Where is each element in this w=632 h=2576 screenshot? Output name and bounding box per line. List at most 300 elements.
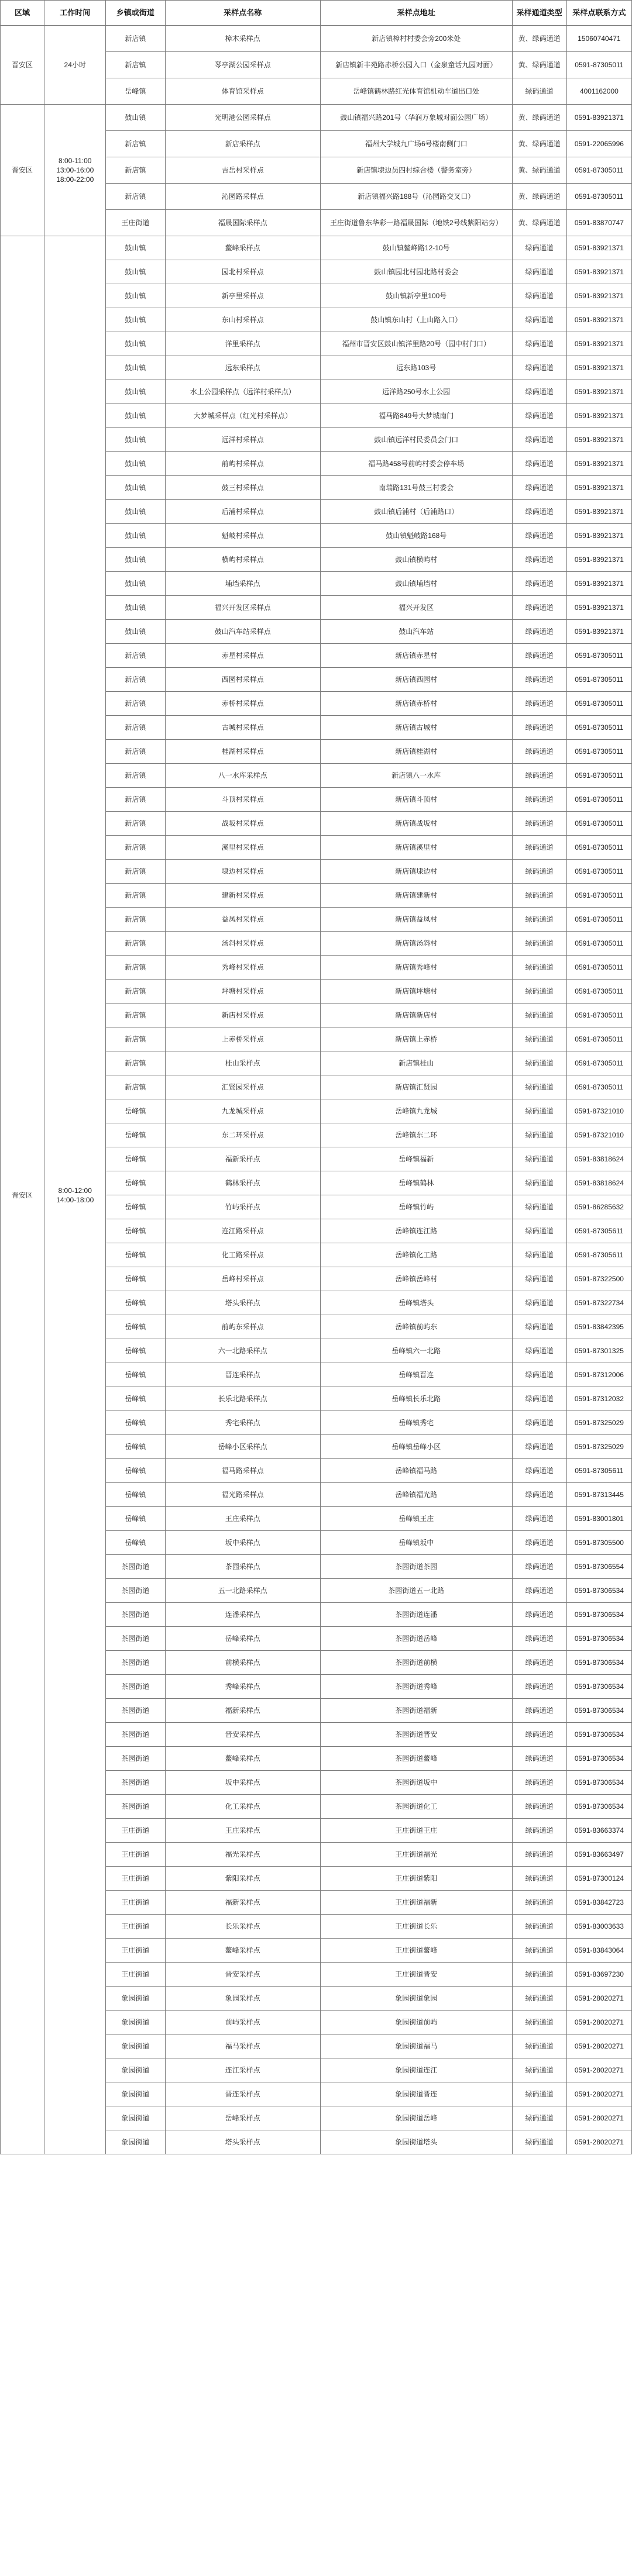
contact-cell: 0591-83842395: [566, 1315, 631, 1339]
address-cell: 新店镇赤星村: [320, 644, 512, 668]
channel-type-cell: 绿码通道: [512, 1603, 566, 1627]
address-cell: 王庄街道王庄: [320, 1819, 512, 1843]
address-cell: 茶园街道前横: [320, 1651, 512, 1675]
channel-type-cell: 黄、绿码通道: [512, 105, 566, 131]
town-cell: 新店镇: [106, 836, 165, 860]
town-cell: 岳峰镇: [106, 1291, 165, 1315]
site-name-cell: 岳峰小区采样点: [165, 1435, 320, 1459]
channel-type-cell: 绿码通道: [512, 1987, 566, 2011]
contact-cell: 0591-87322734: [566, 1291, 631, 1315]
site-name-cell: 福新采样点: [165, 1699, 320, 1723]
address-cell: 王庄街道鲁东华彩一路福晟国际（地铁2号线紫阳站旁）: [320, 210, 512, 236]
address-cell: 远东路103号: [320, 356, 512, 380]
site-name-cell: 化工路采样点: [165, 1243, 320, 1267]
column-header: 采样点地址: [320, 1, 512, 26]
address-cell: 象园街道岳峰: [320, 2106, 512, 2130]
address-cell: 象园街道象园: [320, 1987, 512, 2011]
site-name-cell: 鳌峰采样点: [165, 1939, 320, 1963]
contact-cell: 0591-87305011: [566, 812, 631, 836]
town-cell: 新店镇: [106, 692, 165, 716]
site-name-cell: 魁岐村采样点: [165, 524, 320, 548]
contact-cell: 0591-83921371: [566, 620, 631, 644]
contact-cell: 0591-87305011: [566, 157, 631, 184]
address-cell: 岳峰镇福光路: [320, 1483, 512, 1507]
contact-cell: 0591-83921371: [566, 356, 631, 380]
site-name-cell: 洋里采样点: [165, 332, 320, 356]
site-name-cell: 前屿采样点: [165, 2011, 320, 2034]
site-name-cell: 秀宅采样点: [165, 1411, 320, 1435]
address-cell: 岳峰镇鹤林: [320, 1171, 512, 1195]
town-cell: 新店镇: [106, 884, 165, 908]
site-name-cell: 赤星村采样点: [165, 644, 320, 668]
channel-type-cell: 绿码通道: [512, 1915, 566, 1939]
site-name-cell: 古城村采样点: [165, 716, 320, 740]
site-name-cell: 长乐北路采样点: [165, 1387, 320, 1411]
contact-cell: 0591-83921371: [566, 380, 631, 404]
channel-type-cell: 绿码通道: [512, 1627, 566, 1651]
town-cell: 鼓山镇: [106, 500, 165, 524]
contact-cell: 0591-83921371: [566, 404, 631, 428]
site-name-cell: 八一水库采样点: [165, 764, 320, 788]
site-name-cell: 竹屿采样点: [165, 1195, 320, 1219]
channel-type-cell: 绿码通道: [512, 1819, 566, 1843]
hours-cell: 8:00-11:00 13:00-16:00 18:00-22:00: [44, 105, 106, 236]
address-cell: 茶园街道坂中: [320, 1771, 512, 1795]
contact-cell: 0591-83663497: [566, 1843, 631, 1867]
channel-type-cell: 绿码通道: [512, 236, 566, 260]
site-name-cell: 前屿东采样点: [165, 1315, 320, 1339]
town-cell: 岳峰镇: [106, 1411, 165, 1435]
site-name-cell: 九龙城采样点: [165, 1099, 320, 1123]
site-name-cell: 晋连采样点: [165, 2082, 320, 2106]
town-cell: 茶园街道: [106, 1771, 165, 1795]
site-name-cell: 远洋村采样点: [165, 428, 320, 452]
channel-type-cell: 绿码通道: [512, 1675, 566, 1699]
channel-type-cell: 绿码通道: [512, 812, 566, 836]
channel-type-cell: 绿码通道: [512, 668, 566, 692]
channel-type-cell: 绿码通道: [512, 788, 566, 812]
address-cell: 象园街道福马: [320, 2034, 512, 2058]
table-body: [1, 26, 632, 2154]
town-cell: 鼓山镇: [106, 284, 165, 308]
town-cell: 王庄街道: [106, 1867, 165, 1891]
table-row: [1, 105, 632, 131]
town-cell: 茶园街道: [106, 1675, 165, 1699]
address-cell: 茶园街道晋安: [320, 1723, 512, 1747]
site-name-cell: 鳌峰采样点: [165, 1747, 320, 1771]
channel-type-cell: 绿码通道: [512, 956, 566, 980]
channel-type-cell: 绿码通道: [512, 1099, 566, 1123]
contact-cell: 0591-87305011: [566, 860, 631, 884]
table-row: [1, 236, 632, 260]
contact-cell: 0591-83921371: [566, 260, 631, 284]
town-cell: 象园街道: [106, 2058, 165, 2082]
town-cell: 新店镇: [106, 716, 165, 740]
region-cell: 晋安区: [1, 26, 44, 105]
town-cell: 岳峰镇: [106, 1219, 165, 1243]
site-name-cell: 前屿村采样点: [165, 452, 320, 476]
channel-type-cell: 绿码通道: [512, 1267, 566, 1291]
site-name-cell: 秀峰采样点: [165, 1675, 320, 1699]
town-cell: 鼓山镇: [106, 596, 165, 620]
channel-type-cell: 绿码通道: [512, 1435, 566, 1459]
town-cell: 茶园街道: [106, 1627, 165, 1651]
contact-cell: 4001162000: [566, 78, 631, 105]
contact-cell: 0591-83921371: [566, 476, 631, 500]
site-name-cell: 连潘采样点: [165, 1603, 320, 1627]
town-cell: 象园街道: [106, 2082, 165, 2106]
column-header: 区域: [1, 1, 44, 26]
address-cell: 鼓山镇魁岐路168号: [320, 524, 512, 548]
town-cell: 新店镇: [106, 932, 165, 956]
contact-cell: 0591-28020271: [566, 2130, 631, 2154]
site-name-cell: 樟木采样点: [165, 26, 320, 52]
contact-cell: 0591-83663374: [566, 1819, 631, 1843]
address-cell: 新店镇秀峰村: [320, 956, 512, 980]
column-header: 采样通道类型: [512, 1, 566, 26]
site-name-cell: 连江采样点: [165, 2058, 320, 2082]
town-cell: 鼓山镇: [106, 452, 165, 476]
town-cell: 新店镇: [106, 668, 165, 692]
site-name-cell: 赤桥村采样点: [165, 692, 320, 716]
contact-cell: 0591-87325029: [566, 1435, 631, 1459]
site-name-cell: 晋安采样点: [165, 1963, 320, 1987]
site-name-cell: 新亭里采样点: [165, 284, 320, 308]
contact-cell: 0591-87306534: [566, 1603, 631, 1627]
contact-cell: 0591-87305011: [566, 788, 631, 812]
site-name-cell: 光明港公园采样点: [165, 105, 320, 131]
address-cell: 王庄街道晋安: [320, 1963, 512, 1987]
channel-type-cell: 绿码通道: [512, 1363, 566, 1387]
site-name-cell: 远东采样点: [165, 356, 320, 380]
town-cell: 鼓山镇: [106, 308, 165, 332]
town-cell: 王庄街道: [106, 1843, 165, 1867]
channel-type-cell: 绿码通道: [512, 260, 566, 284]
channel-type-cell: 绿码通道: [512, 1075, 566, 1099]
town-cell: 岳峰镇: [106, 1483, 165, 1507]
address-cell: 象园街道塔头: [320, 2130, 512, 2154]
site-name-cell: 长乐采样点: [165, 1915, 320, 1939]
site-name-cell: 晋连采样点: [165, 1363, 320, 1387]
site-name-cell: 福马路采样点: [165, 1459, 320, 1483]
address-cell: 新店镇古城村: [320, 716, 512, 740]
site-name-cell: 岳峰村采样点: [165, 1267, 320, 1291]
contact-cell: 0591-87305011: [566, 932, 631, 956]
site-name-cell: 前横采样点: [165, 1651, 320, 1675]
contact-cell: 0591-83921371: [566, 500, 631, 524]
channel-type-cell: 绿码通道: [512, 308, 566, 332]
address-cell: 茶园街道岳峰: [320, 1627, 512, 1651]
channel-type-cell: 绿码通道: [512, 1699, 566, 1723]
site-name-cell: 斗顶村采样点: [165, 788, 320, 812]
town-cell: 鼓山镇: [106, 572, 165, 596]
address-cell: 象园街道连江: [320, 2058, 512, 2082]
address-cell: 鼓山镇园北村园北路村委会: [320, 260, 512, 284]
channel-type-cell: 绿码通道: [512, 404, 566, 428]
town-cell: 岳峰镇: [106, 78, 165, 105]
region-cell: 晋安区: [1, 236, 44, 2154]
town-cell: 王庄街道: [106, 1891, 165, 1915]
contact-cell: 0591-83921371: [566, 236, 631, 260]
address-cell: 茶园街道化工: [320, 1795, 512, 1819]
address-cell: 新店镇斗顶村: [320, 788, 512, 812]
channel-type-cell: 绿码通道: [512, 284, 566, 308]
site-name-cell: 埭边村采样点: [165, 860, 320, 884]
contact-cell: 0591-87313445: [566, 1483, 631, 1507]
address-cell: 新店镇战坂村: [320, 812, 512, 836]
address-cell: 新店镇上赤桥: [320, 1027, 512, 1051]
channel-type-cell: 黄、绿码通道: [512, 26, 566, 52]
site-name-cell: 紫阳采样点: [165, 1867, 320, 1891]
town-cell: 新店镇: [106, 860, 165, 884]
contact-cell: 0591-83921371: [566, 308, 631, 332]
site-name-cell: 园北村采样点: [165, 260, 320, 284]
contact-cell: 0591-87300124: [566, 1867, 631, 1891]
site-name-cell: 汤斜村采样点: [165, 932, 320, 956]
channel-type-cell: 绿码通道: [512, 2130, 566, 2154]
hours-cell: 24小时: [44, 26, 106, 105]
site-name-cell: 战坂村采样点: [165, 812, 320, 836]
address-cell: 福州大学城九广场6号楼南侧门口: [320, 131, 512, 157]
contact-cell: 0591-83921371: [566, 332, 631, 356]
site-name-cell: 横屿村采样点: [165, 548, 320, 572]
town-cell: 象园街道: [106, 2011, 165, 2034]
channel-type-cell: 绿码通道: [512, 356, 566, 380]
town-cell: 鼓山镇: [106, 260, 165, 284]
town-cell: 岳峰镇: [106, 1171, 165, 1195]
channel-type-cell: 绿码通道: [512, 2011, 566, 2034]
contact-cell: 0591-87305011: [566, 668, 631, 692]
town-cell: 新店镇: [106, 1003, 165, 1027]
channel-type-cell: 绿码通道: [512, 548, 566, 572]
channel-type-cell: 绿码通道: [512, 1411, 566, 1435]
channel-type-cell: 绿码通道: [512, 1651, 566, 1675]
channel-type-cell: 绿码通道: [512, 1939, 566, 1963]
contact-cell: 0591-87305611: [566, 1459, 631, 1483]
contact-cell: 0591-87305011: [566, 956, 631, 980]
town-cell: 鼓山镇: [106, 332, 165, 356]
town-cell: 鼓山镇: [106, 428, 165, 452]
town-cell: 岳峰镇: [106, 1147, 165, 1171]
site-name-cell: 福兴开发区采样点: [165, 596, 320, 620]
channel-type-cell: 绿码通道: [512, 428, 566, 452]
channel-type-cell: 黄、绿码通道: [512, 52, 566, 78]
address-cell: 新店镇樟村村委会旁200米处: [320, 26, 512, 52]
site-name-cell: 琴亭湖公园采样点: [165, 52, 320, 78]
channel-type-cell: 绿码通道: [512, 1891, 566, 1915]
channel-type-cell: 绿码通道: [512, 380, 566, 404]
town-cell: 鼓山镇: [106, 476, 165, 500]
site-name-cell: 塔头采样点: [165, 1291, 320, 1315]
site-name-cell: 东山村采样点: [165, 308, 320, 332]
channel-type-cell: 绿码通道: [512, 1195, 566, 1219]
channel-type-cell: 黄、绿码通道: [512, 184, 566, 210]
contact-cell: 0591-28020271: [566, 2082, 631, 2106]
channel-type-cell: 绿码通道: [512, 692, 566, 716]
table-header-row: [1, 1, 632, 26]
contact-cell: 0591-87306534: [566, 1699, 631, 1723]
site-name-cell: 福光采样点: [165, 1843, 320, 1867]
address-cell: 新店镇福兴路188号（沁园路交叉口）: [320, 184, 512, 210]
address-cell: 王庄街道福新: [320, 1891, 512, 1915]
channel-type-cell: 绿码通道: [512, 644, 566, 668]
address-cell: 岳峰镇晋连: [320, 1363, 512, 1387]
town-cell: 茶园街道: [106, 1723, 165, 1747]
address-cell: 福马路849号大梦城南门: [320, 404, 512, 428]
contact-cell: 0591-87305011: [566, 1051, 631, 1075]
contact-cell: 0591-87321010: [566, 1123, 631, 1147]
address-cell: 新店镇赤桥村: [320, 692, 512, 716]
town-cell: 新店镇: [106, 740, 165, 764]
site-name-cell: 建新村采样点: [165, 884, 320, 908]
town-cell: 岳峰镇: [106, 1387, 165, 1411]
address-cell: 鼓山镇横屿村: [320, 548, 512, 572]
channel-type-cell: 绿码通道: [512, 1555, 566, 1579]
channel-type-cell: 绿码通道: [512, 524, 566, 548]
contact-cell: 0591-83870747: [566, 210, 631, 236]
town-cell: 岳峰镇: [106, 1267, 165, 1291]
town-cell: 王庄街道: [106, 1963, 165, 1987]
site-name-cell: 福新采样点: [165, 1147, 320, 1171]
channel-type-cell: 绿码通道: [512, 764, 566, 788]
site-name-cell: 鳌峰采样点: [165, 236, 320, 260]
channel-type-cell: 绿码通道: [512, 1171, 566, 1195]
town-cell: 王庄街道: [106, 210, 165, 236]
town-cell: 新店镇: [106, 1051, 165, 1075]
contact-cell: 0591-87306534: [566, 1747, 631, 1771]
town-cell: 象园街道: [106, 2130, 165, 2154]
address-cell: 茶园街道连潘: [320, 1603, 512, 1627]
channel-type-cell: 黄、绿码通道: [512, 157, 566, 184]
address-cell: 岳峰镇东二环: [320, 1123, 512, 1147]
channel-type-cell: 绿码通道: [512, 2082, 566, 2106]
column-header: 采样点联系方式: [566, 1, 631, 26]
town-cell: 岳峰镇: [106, 1507, 165, 1531]
channel-type-cell: 绿码通道: [512, 476, 566, 500]
address-cell: 岳峰镇王庄: [320, 1507, 512, 1531]
channel-type-cell: 绿码通道: [512, 2034, 566, 2058]
town-cell: 王庄街道: [106, 1819, 165, 1843]
address-cell: 福马路458号前屿村委会停车场: [320, 452, 512, 476]
contact-cell: 0591-28020271: [566, 2058, 631, 2082]
town-cell: 茶园街道: [106, 1651, 165, 1675]
contact-cell: 0591-28020271: [566, 2011, 631, 2034]
address-cell: 新店镇新店村: [320, 1003, 512, 1027]
town-cell: 鼓山镇: [106, 620, 165, 644]
channel-type-cell: 绿码通道: [512, 332, 566, 356]
address-cell: 南瑞路131号鼓三村委会: [320, 476, 512, 500]
contact-cell: 0591-87306554: [566, 1555, 631, 1579]
town-cell: 茶园街道: [106, 1795, 165, 1819]
channel-type-cell: 绿码通道: [512, 1243, 566, 1267]
town-cell: 新店镇: [106, 157, 165, 184]
site-name-cell: 福光路采样点: [165, 1483, 320, 1507]
town-cell: 新店镇: [106, 644, 165, 668]
contact-cell: 0591-87305011: [566, 1075, 631, 1099]
address-cell: 岳峰镇福新: [320, 1147, 512, 1171]
channel-type-cell: 绿码通道: [512, 1723, 566, 1747]
table-row: [1, 26, 632, 52]
address-cell: 岳峰镇化工路: [320, 1243, 512, 1267]
channel-type-cell: 绿码通道: [512, 1963, 566, 1987]
channel-type-cell: 绿码通道: [512, 1507, 566, 1531]
contact-cell: 0591-87305011: [566, 836, 631, 860]
address-cell: 新店镇坪塘村: [320, 980, 512, 1003]
contact-cell: 0591-87305011: [566, 1027, 631, 1051]
address-cell: 岳峰镇塔头: [320, 1291, 512, 1315]
address-cell: 新店镇溪里村: [320, 836, 512, 860]
town-cell: 新店镇: [106, 1075, 165, 1099]
site-name-cell: 上赤桥采样点: [165, 1027, 320, 1051]
address-cell: 新店镇新丰苑路赤桥公园入口（金泉童话九园对面）: [320, 52, 512, 78]
site-name-cell: 五一北路采样点: [165, 1579, 320, 1603]
town-cell: 岳峰镇: [106, 1435, 165, 1459]
contact-cell: 0591-87305611: [566, 1243, 631, 1267]
site-name-cell: 坪塘村采样点: [165, 980, 320, 1003]
column-header: 采样点名称: [165, 1, 320, 26]
column-header: 乡镇或街道: [106, 1, 165, 26]
contact-cell: 0591-87305011: [566, 884, 631, 908]
channel-type-cell: 绿码通道: [512, 596, 566, 620]
channel-type-cell: 绿码通道: [512, 1051, 566, 1075]
site-name-cell: 茶园采样点: [165, 1555, 320, 1579]
contact-cell: 0591-87312006: [566, 1363, 631, 1387]
channel-type-cell: 绿码通道: [512, 1579, 566, 1603]
site-name-cell: 坂中采样点: [165, 1771, 320, 1795]
address-cell: 鼓山镇新亭里100号: [320, 284, 512, 308]
address-cell: 王庄街道福光: [320, 1843, 512, 1867]
contact-cell: 0591-83921371: [566, 428, 631, 452]
contact-cell: 0591-87306534: [566, 1675, 631, 1699]
channel-type-cell: 绿码通道: [512, 932, 566, 956]
contact-cell: 0591-87305011: [566, 644, 631, 668]
site-name-cell: 岳峰采样点: [165, 1627, 320, 1651]
contact-cell: 0591-87305011: [566, 716, 631, 740]
town-cell: 象园街道: [106, 2106, 165, 2130]
town-cell: 象园街道: [106, 1987, 165, 2011]
site-name-cell: 后浦村采样点: [165, 500, 320, 524]
contact-cell: 0591-83921371: [566, 596, 631, 620]
contact-cell: 0591-87301325: [566, 1339, 631, 1363]
channel-type-cell: 黄、绿码通道: [512, 210, 566, 236]
channel-type-cell: 绿码通道: [512, 836, 566, 860]
town-cell: 王庄街道: [106, 1939, 165, 1963]
town-cell: 鼓山镇: [106, 105, 165, 131]
town-cell: 象园街道: [106, 2034, 165, 2058]
site-name-cell: 吉岳村采样点: [165, 157, 320, 184]
address-cell: 茶园街道茶园: [320, 1555, 512, 1579]
address-cell: 鼓山镇后浦村（后浦路口）: [320, 500, 512, 524]
contact-cell: 0591-28020271: [566, 2034, 631, 2058]
address-cell: 新店镇桂湖村: [320, 740, 512, 764]
site-name-cell: 益凤村采样点: [165, 908, 320, 932]
channel-type-cell: 绿码通道: [512, 860, 566, 884]
channel-type-cell: 绿码通道: [512, 884, 566, 908]
region-cell: 晋安区: [1, 105, 44, 236]
contact-cell: 0591-87305011: [566, 740, 631, 764]
site-name-cell: 福马采样点: [165, 2034, 320, 2058]
town-cell: 鼓山镇: [106, 404, 165, 428]
town-cell: 新店镇: [106, 52, 165, 78]
channel-type-cell: 绿码通道: [512, 1867, 566, 1891]
address-cell: 新店镇建新村: [320, 884, 512, 908]
address-cell: 岳峰镇鹤林路红光体育馆机动车道出口处: [320, 78, 512, 105]
address-cell: 王庄街道鳌峰: [320, 1939, 512, 1963]
contact-cell: 0591-83921371: [566, 452, 631, 476]
site-name-cell: 化工采样点: [165, 1795, 320, 1819]
contact-cell: 0591-86285632: [566, 1195, 631, 1219]
channel-type-cell: 绿码通道: [512, 1483, 566, 1507]
